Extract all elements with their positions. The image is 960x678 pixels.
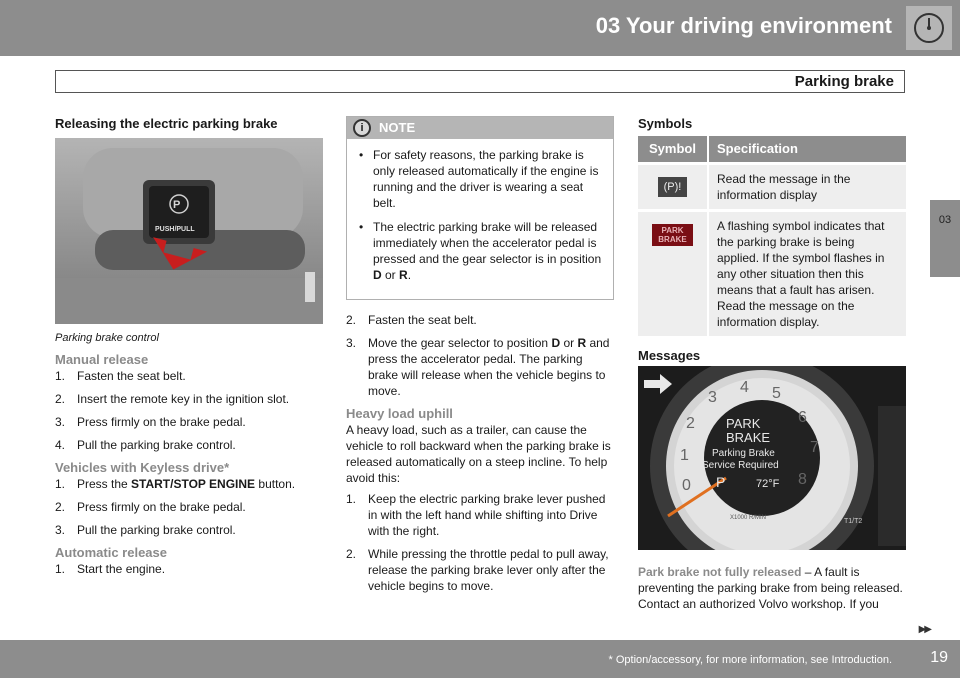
list-item [55, 561, 323, 577]
table-cell [638, 164, 708, 211]
note-box [346, 116, 614, 300]
message-text: – A fault is preventing the parking brake from being released. Contact an authorized Volvo workshop. If you [638, 565, 903, 611]
display-line: Parking Brake [712, 448, 775, 459]
symbols-table [638, 136, 906, 336]
tick-label: 5 [772, 385, 781, 402]
step-text: Press firmly on the brake pedal. [77, 500, 246, 514]
step-text: and press the accelerator pedal. The parking brake will release when the vehicle begins to move. [368, 336, 610, 398]
list-item [357, 147, 603, 211]
releasing-heading: Releasing the electric parking brake [55, 116, 278, 131]
list-item [55, 368, 323, 384]
step-number: 3. [55, 523, 66, 537]
heavy-load-steps [346, 491, 614, 594]
step-number: 4. [55, 438, 66, 452]
footer-band [0, 640, 960, 678]
messages-heading: Messages [638, 348, 701, 363]
step-text: Insert the remote key in the ignition slot. [77, 392, 290, 406]
gear-r: R [577, 336, 587, 350]
step-number: 1. [55, 562, 66, 576]
list-item [55, 437, 323, 453]
heavy-load-text: A heavy load, such as a trailer, can cause the vehicle to roll backward when the parking brake is released automatically on a steep incline. To help avoid this: [346, 423, 611, 485]
message-title: Park brake not fully released [638, 565, 802, 579]
section-title-bar [55, 70, 905, 93]
photo-code-strip [305, 272, 315, 302]
photo-p-symbol: P [173, 199, 181, 211]
start-stop-label: START/STOP ENGINE [131, 477, 256, 491]
tick-label: 3 [708, 389, 717, 406]
step-text: Press the [77, 477, 132, 491]
step-number: 1. [55, 477, 66, 491]
display-line: BRAKE [726, 430, 771, 445]
heavy-load-heading: Heavy load uphill [346, 406, 453, 421]
note-label: NOTE [379, 120, 416, 135]
side-divider [930, 276, 960, 277]
step-number: 3. [346, 336, 357, 350]
table-row [638, 211, 906, 337]
table-cell: Read the message in the information display [708, 164, 906, 211]
parking-brake-control-photo [55, 138, 323, 324]
speedometer-icon [906, 6, 952, 50]
column-right [638, 116, 906, 617]
keyless-steps [55, 476, 323, 538]
park-brake-icon [652, 224, 692, 246]
table-row [638, 164, 906, 211]
chapter-title: 03 Your driving environment [595, 13, 892, 38]
gear-r: R [399, 268, 408, 282]
step-text: Fasten the seat belt. [368, 313, 477, 327]
temperature-readout: 72°F [756, 478, 780, 490]
step-number: 3. [55, 415, 66, 429]
table-cell: A flashing symbol indicates that the parking brake is being applied. If the symbol flashes in any other situation then this means that a fault has arisen. Read the message on the information display. [708, 211, 906, 337]
column-header: Symbol [638, 136, 708, 164]
bullet: • [359, 220, 364, 234]
automatic-release-steps [55, 561, 323, 577]
chapter-tab[interactable] [930, 200, 960, 276]
step-text: Move the gear selector to position [368, 336, 552, 350]
keyless-heading: Vehicles with Keyless drive* [55, 460, 230, 475]
step-number: 1. [55, 369, 66, 383]
note-text: or [381, 268, 400, 282]
gear-indicator: P [716, 474, 726, 490]
page-number: 19 [930, 649, 948, 666]
column-header: Specification [708, 136, 906, 164]
photo-caption: Parking brake control [55, 332, 159, 344]
step-number: 2. [346, 547, 357, 561]
note-header [347, 117, 613, 139]
step-text: Pull the parking brake control. [77, 438, 236, 452]
header-band [0, 0, 960, 56]
chapter-tab-label: 03 [938, 214, 952, 226]
display-line: PARK [726, 416, 761, 431]
automatic-release-heading: Automatic release [55, 545, 167, 560]
instrument-cluster-image [638, 366, 906, 550]
gear-d: D [373, 268, 382, 282]
display-line: Service Required [702, 460, 779, 471]
gear-d: D [551, 336, 561, 350]
next-page-icon[interactable]: ▶▶ [918, 624, 930, 635]
list-item [55, 414, 323, 430]
rpm-label: X1000 R/MIN [730, 515, 767, 521]
tick-label: 0 [682, 477, 691, 494]
list-item [346, 491, 614, 539]
step-number: 1. [346, 492, 357, 506]
tick-label: 7 [810, 439, 819, 456]
step-text: Pull the parking brake control. [77, 523, 236, 537]
continued-steps [346, 312, 614, 399]
table-header-row [638, 136, 906, 164]
step-text: Fasten the seat belt. [77, 369, 186, 383]
step-text: Press firmly on the brake pedal. [77, 415, 246, 429]
list-item [346, 335, 614, 399]
step-text: While pressing the throttle pedal to pull away, release the parking brake lever only after the vehicle begins to move. [368, 547, 609, 593]
manual-release-steps [55, 368, 323, 453]
step-number: 2. [55, 500, 66, 514]
list-item [357, 219, 603, 283]
note-text: The electric parking brake will be released immediately when the accelerator pedal is pressed and the gear selector is in position [373, 220, 602, 266]
tick-label: 8 [798, 471, 807, 488]
step-text: Keep the electric parking brake lever pushed in with the left hand while shifting into Drive with the right. [368, 492, 606, 538]
list-item [346, 312, 614, 328]
table-cell [638, 211, 708, 337]
park-brake-icon-line: BRAKE [658, 235, 687, 244]
footnote: * Option/accessory, for more information, see Introduction. [608, 654, 892, 666]
list-item [55, 391, 323, 407]
park-brake-icon-line: PARK [661, 226, 684, 235]
list-item [55, 522, 323, 538]
photo-push-pull-label: PUSH/PULL [155, 226, 195, 233]
column-middle [346, 116, 614, 601]
bullet: • [359, 148, 364, 162]
note-body [347, 139, 613, 299]
tick-label: 1 [680, 447, 689, 464]
manual-release-heading: Manual release [55, 352, 149, 367]
parking-brake-warning-icon: (P)! [658, 177, 688, 197]
column-left [55, 116, 323, 584]
symbols-heading: Symbols [638, 116, 693, 131]
trip-label: T1/T2 [844, 518, 863, 525]
section-title: Parking brake [794, 73, 894, 90]
step-number: 2. [55, 392, 66, 406]
list-item [55, 499, 323, 515]
info-icon: i [353, 119, 371, 137]
step-number: 2. [346, 313, 357, 327]
note-text: . [407, 268, 412, 282]
list-item [346, 546, 614, 594]
step-text: button. [255, 477, 296, 491]
tick-label: 6 [798, 409, 807, 426]
message-description [638, 564, 906, 612]
tick-label: 2 [686, 415, 695, 432]
note-text: For safety reasons, the parking brake is only released automatically if the engine is running and the driver is wearing a seat belt. [373, 148, 599, 210]
tick-label: 4 [740, 379, 749, 396]
list-item [55, 476, 323, 492]
step-text: Start the engine. [77, 562, 166, 576]
step-text: or [560, 336, 578, 350]
